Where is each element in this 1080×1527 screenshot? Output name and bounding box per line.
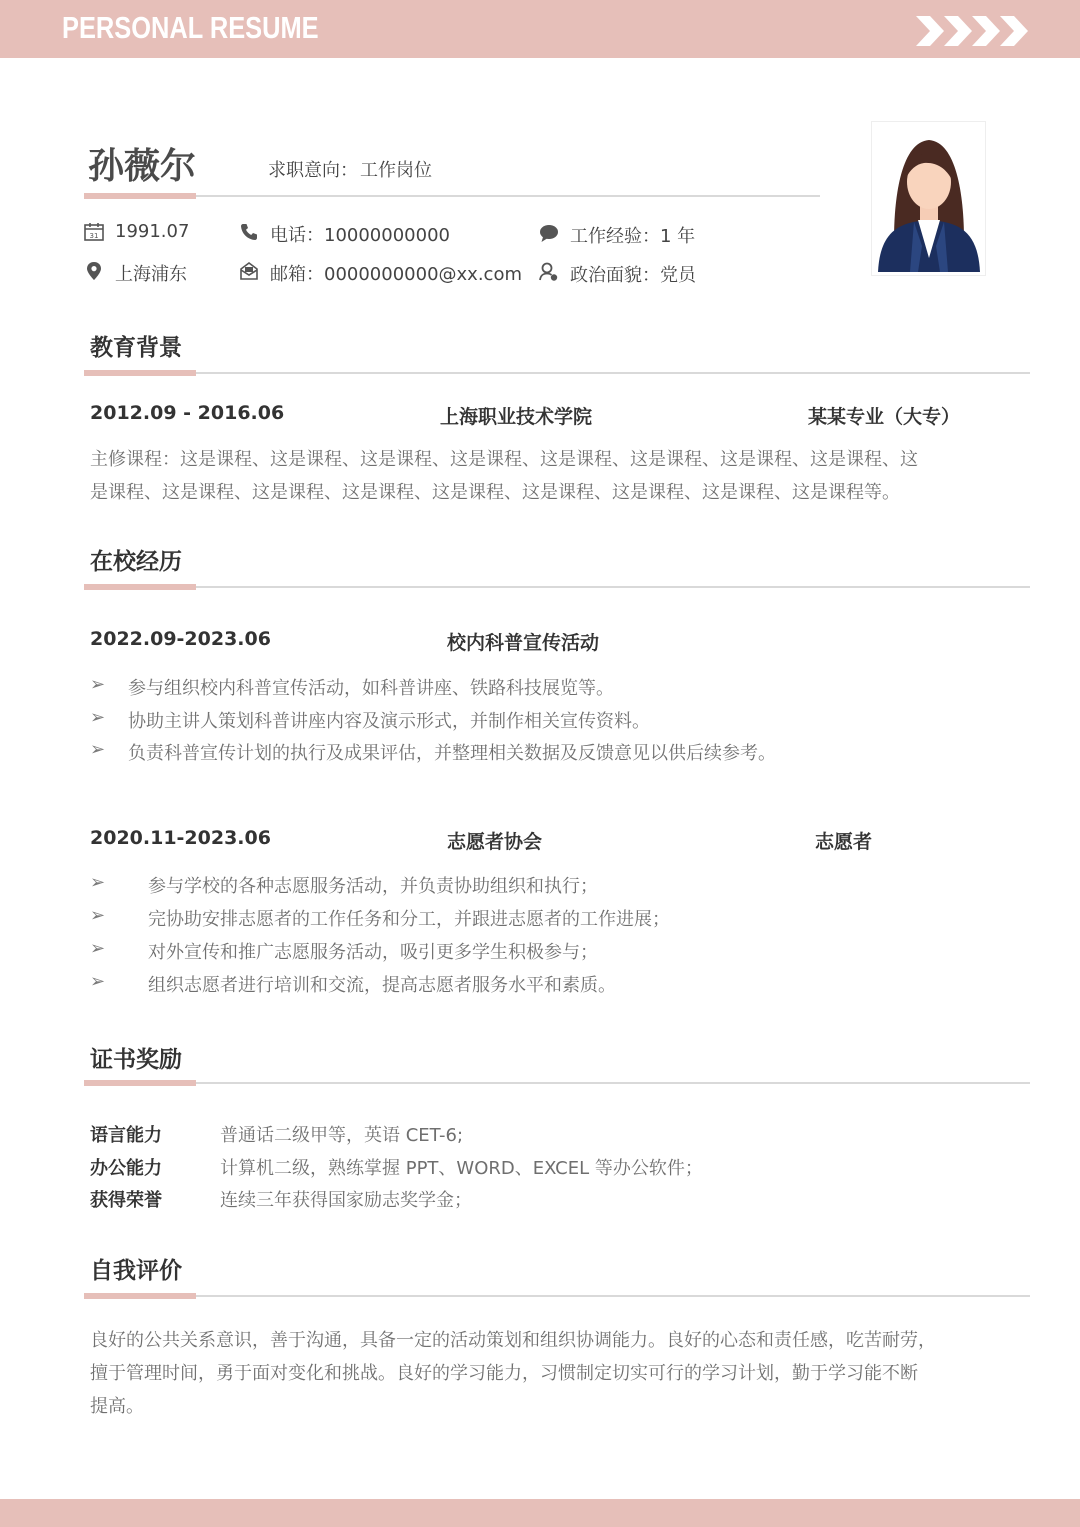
chat-icon	[538, 222, 560, 244]
birth-value: 1991.07	[115, 221, 190, 242]
header-divider-accent	[84, 193, 196, 199]
certificates-section-title: 证书奖励	[90, 1047, 182, 1073]
list-item: ➢ 组织志愿者进行培训和交流，提高志愿者服务水平和素质。	[90, 971, 616, 996]
cert-label: 办公能力	[90, 1158, 162, 1179]
phone-icon	[238, 221, 260, 243]
cert-label: 语言能力	[90, 1125, 162, 1146]
cert-value: 连续三年获得国家励志奖学金；	[220, 1190, 472, 1211]
top-banner	[0, 0, 1080, 58]
birth-info	[89, 221, 190, 242]
list-item: ➢ 对外宣传和推广志愿服务活动，吸引更多学生积极参与；	[90, 938, 598, 963]
campus-item-org: 校内科普宣传活动	[447, 632, 600, 654]
arrow-bullet-icon: ➢	[90, 971, 106, 992]
experience-info	[570, 222, 695, 248]
list-item: ➢ 参与学校的各种志愿服务活动，并负责协助组织和执行；	[90, 872, 598, 897]
user-icon	[538, 261, 560, 283]
mail-icon	[238, 260, 260, 282]
self-eval-divider-accent	[84, 1293, 196, 1299]
campus-item-period: 2022.09-2023.06	[90, 628, 271, 650]
arrow-bullet-icon: ➢	[90, 674, 106, 695]
political-value: 政治面貌：党员	[570, 265, 696, 286]
education-school: 上海职业技术学院	[440, 406, 593, 428]
list-item: ➢ 负责科普宣传计划的执行及成果评估，并整理相关数据及反馈意见以供后续参考。	[90, 739, 776, 764]
arrow-bullet-icon: ➢	[90, 872, 106, 893]
location-icon	[83, 260, 105, 282]
self-eval-section-title: 自我评价	[90, 1258, 182, 1284]
campus-divider-accent	[84, 584, 196, 590]
campus-item-org: 志愿者协会	[447, 831, 543, 853]
candidate-name: 孙薇尔	[88, 146, 197, 187]
phone-value: 电话：10000000000	[270, 225, 450, 246]
cert-label: 获得荣誉	[90, 1190, 162, 1211]
education-period: 2012.09 - 2016.06	[90, 402, 285, 424]
svg-text:31: 31	[89, 232, 99, 240]
calendar-icon	[83, 221, 105, 243]
certificates-divider	[84, 1082, 1030, 1084]
education-courses	[90, 443, 1020, 509]
campus-item-role: 志愿者	[815, 831, 873, 853]
self-eval-line: 良好的公共关系意识，善于沟通，具备一定的活动策划和组织协调能力。良好的心态和责任感，吃苦耐劳，	[90, 1330, 936, 1351]
education-divider	[84, 372, 1030, 374]
email-value: 邮箱：0000000000@xx.com	[270, 264, 522, 285]
arrow-bullet-icon: ➢	[90, 739, 106, 760]
job-intent-value: 工作岗位	[360, 160, 432, 181]
courses-line: 是课程、这是课程、这是课程、这是课程、这是课程、这是课程、这是课程、这是课程、这是课程等。	[90, 482, 900, 503]
arrow-bullet-icon: ➢	[90, 707, 106, 728]
location-value: 上海浦东	[115, 264, 187, 285]
job-intent-label: 求职意向：	[268, 160, 358, 181]
certificates-divider-accent	[84, 1080, 196, 1086]
bottom-banner	[0, 1499, 1080, 1527]
courses-line: 主修课程：这是课程、这是课程、这是课程、这是课程、这是课程、这是课程、这是课程、这是课程、这	[90, 449, 918, 470]
education-major: 某某专业（大专）	[808, 406, 961, 428]
profile-photo	[871, 121, 986, 276]
arrow-bullet-icon: ➢	[90, 905, 106, 926]
self-eval-divider	[84, 1295, 1030, 1297]
cert-value: 普通话二级甲等，英语 CET-6;	[220, 1125, 464, 1146]
self-eval-line: 提高。	[90, 1396, 144, 1417]
arrow-bullet-icon: ➢	[90, 938, 106, 959]
campus-section-title: 在校经历	[90, 549, 182, 575]
campus-item-period: 2020.11-2023.06	[90, 827, 271, 849]
education-divider-accent	[84, 370, 196, 376]
phone-info	[270, 221, 450, 247]
self-eval-text	[90, 1324, 1020, 1423]
self-eval-line: 擅于管理时间，勇于面对变化和挑战。良好的学习能力，习惯制定切实可行的学习计划，勤于学习能不断	[90, 1363, 918, 1384]
education-section-title: 教育背景	[90, 335, 182, 361]
resume-title: PERSONAL RESUME	[62, 10, 319, 45]
experience-value: 工作经验：1 年	[570, 226, 696, 247]
chevrons-icon	[914, 14, 1030, 48]
list-item: ➢ 参与组织校内科普宣传活动，如科普讲座、铁路科技展览等。	[90, 674, 614, 699]
list-item: ➢ 完协助安排志愿者的工作任务和分工，并跟进志愿者的工作进展；	[90, 905, 670, 930]
location-info	[115, 260, 187, 286]
list-item: ➢ 协助主讲人策划科普讲座内容及演示形式，并制作相关宣传资料。	[90, 707, 650, 732]
campus-divider	[84, 586, 1030, 588]
cert-value: 计算机二级，熟练掌握 PPT、WORD、EXCEL 等办公软件；	[220, 1158, 703, 1179]
political-info	[570, 261, 696, 287]
email-info	[270, 260, 522, 286]
